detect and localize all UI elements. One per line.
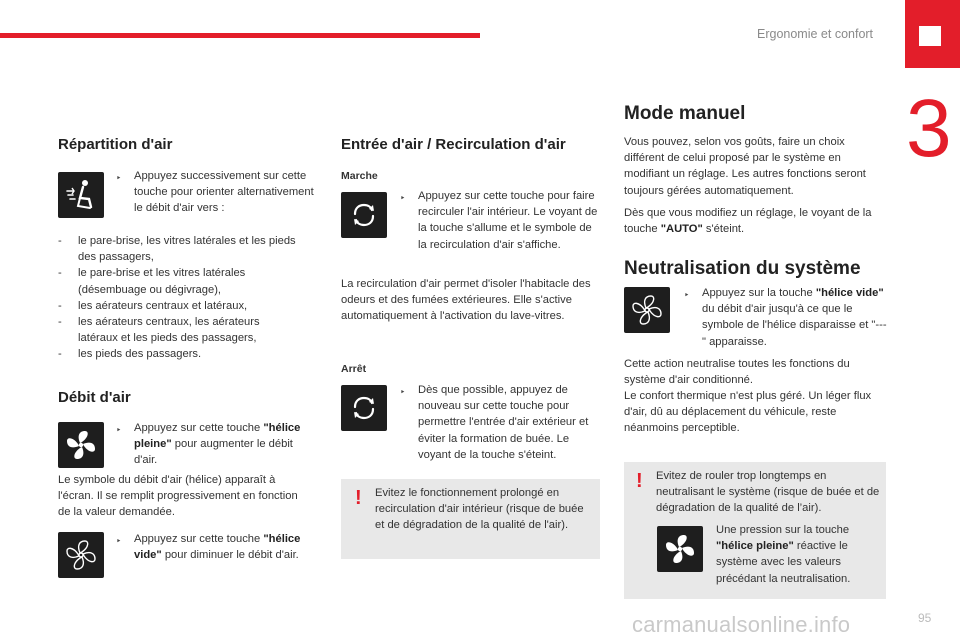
fan-full-icon xyxy=(657,526,703,572)
header-accent-bar xyxy=(0,33,480,38)
repartition-instruction: Appuyez successivement sur cette touche pour orienter alternativement le débit d'air vers : xyxy=(134,170,314,215)
debit-paragraph: Le symbole du débit d'air (hélice) apparaît à l'écran. Il se remplit progressivement en fonction de la valeur demandée. xyxy=(58,474,298,519)
neutralisation-step: Appuyez sur la touche "hélice vide" du débit d'air jusqu'à ce que le symbole de l'hélice disparaisse et "---" apparaisse. xyxy=(702,287,887,348)
chapter-tab xyxy=(905,0,960,68)
recirculation-on-label: Marche xyxy=(341,170,378,182)
page-number: 95 xyxy=(918,611,932,625)
warning-icon: ! xyxy=(636,470,643,492)
manuel-p2: Dès que vous modifiez un réglage, le voyant de la touche "AUTO" s'éteint. xyxy=(624,207,872,236)
repartition-list xyxy=(58,233,298,363)
bullet-icon: ‣ xyxy=(116,173,122,183)
recirculation-warning xyxy=(341,479,600,559)
debit-step2: Appuyez sur cette touche "hélice vide" pour diminuer le débit d'air. xyxy=(134,533,301,562)
manuel-title: Mode manuel xyxy=(624,103,746,124)
neutralisation-restore: Une pression sur la touche "hélice pleine" réactive le système avec les valeurs précédant la neutralisation. xyxy=(716,524,851,585)
list-item: - le pare-brise et les vitres latérales (désembuage ou dégivrage), xyxy=(58,265,298,297)
recirculation-off-text: Dès que possible, appuyez de nouveau sur cette touche pour permettre l'entrée d'air extérieur et éviter la formation de buée. Le voyant de la touche s'éteint. xyxy=(418,384,589,461)
air-distribution-icon xyxy=(58,172,104,218)
recirculation-title: Entrée d'air / Recirculation d'air xyxy=(341,136,566,153)
neutralisation-warning xyxy=(624,462,886,599)
neutralisation-p1: Cette action neutralise toutes les fonctions du système d'air conditionné. xyxy=(624,358,850,387)
recirculation-warning-text: Evitez le fonctionnement prolongé en recirculation d'air intérieur (risque de buée et de dégradation de la qualité de l'air). xyxy=(375,487,584,532)
fan-empty-icon xyxy=(58,532,104,578)
recirculation-on-text: Appuyez sur cette touche pour faire recirculer l'air intérieur. Le voyant de la touche s'allume et le symbole de la recirculation d'air s'affiche. xyxy=(418,190,598,251)
neutralisation-title: Neutralisation du système xyxy=(624,258,861,279)
recirculation-paragraph: La recirculation d'air permet d'isoler l'habitacle des odeurs et des fumées extérieures. Elle s'active automatiquement à l'activation du lave-vitres. xyxy=(341,278,591,323)
footer-watermark: carmanualsonline.info xyxy=(632,612,851,637)
debit-step1: Appuyez sur cette touche "hélice pleine" pour augmenter le débit d'air. xyxy=(134,422,301,467)
chapter-number: 3 xyxy=(906,83,952,174)
fan-empty-icon xyxy=(624,287,670,333)
bullet-icon: ‣ xyxy=(116,425,122,435)
fan-full-icon xyxy=(58,422,104,468)
bullet-icon: ‣ xyxy=(684,290,690,300)
bullet-icon: ‣ xyxy=(116,536,122,546)
section-label: Ergonomie et confort xyxy=(757,27,874,41)
list-item: - les aérateurs centraux et latéraux, xyxy=(58,298,298,314)
warning-icon: ! xyxy=(355,487,362,509)
recirculation-off-label: Arrêt xyxy=(341,363,367,375)
neutralisation-warning-text: Evitez de rouler trop longtemps en neutralisant le système (risque de buée et de dégradation de la qualité de l’air). xyxy=(656,470,880,515)
recirculation-off-icon xyxy=(341,385,387,431)
debit-title: Débit d'air xyxy=(58,389,131,406)
chapter-square-icon xyxy=(919,26,941,46)
recirculation-icon xyxy=(341,192,387,238)
bullet-icon: ‣ xyxy=(400,193,406,203)
neutralisation-p2: Le confort thermique n'est plus géré. Un léger flux d'air, dû au déplacement du véhicule, reste néanmoins perceptible. xyxy=(624,390,872,435)
manuel-p1: Vous pouvez, selon vos goûts, faire un choix différent de celui proposé par le système en modifiant un réglage. Les autres fonctions seront toujours gérées automatiquement. xyxy=(624,136,866,197)
list-item: - les pieds des passagers. xyxy=(58,346,298,362)
bullet-icon: ‣ xyxy=(400,387,406,397)
repartition-title: Répartition d'air xyxy=(58,136,173,153)
list-item: - les aérateurs centraux, les aérateurs latéraux et les pieds des passagers, xyxy=(58,314,298,346)
list-item: - le pare-brise, les vitres latérales et les pieds des passagers, xyxy=(58,233,298,265)
